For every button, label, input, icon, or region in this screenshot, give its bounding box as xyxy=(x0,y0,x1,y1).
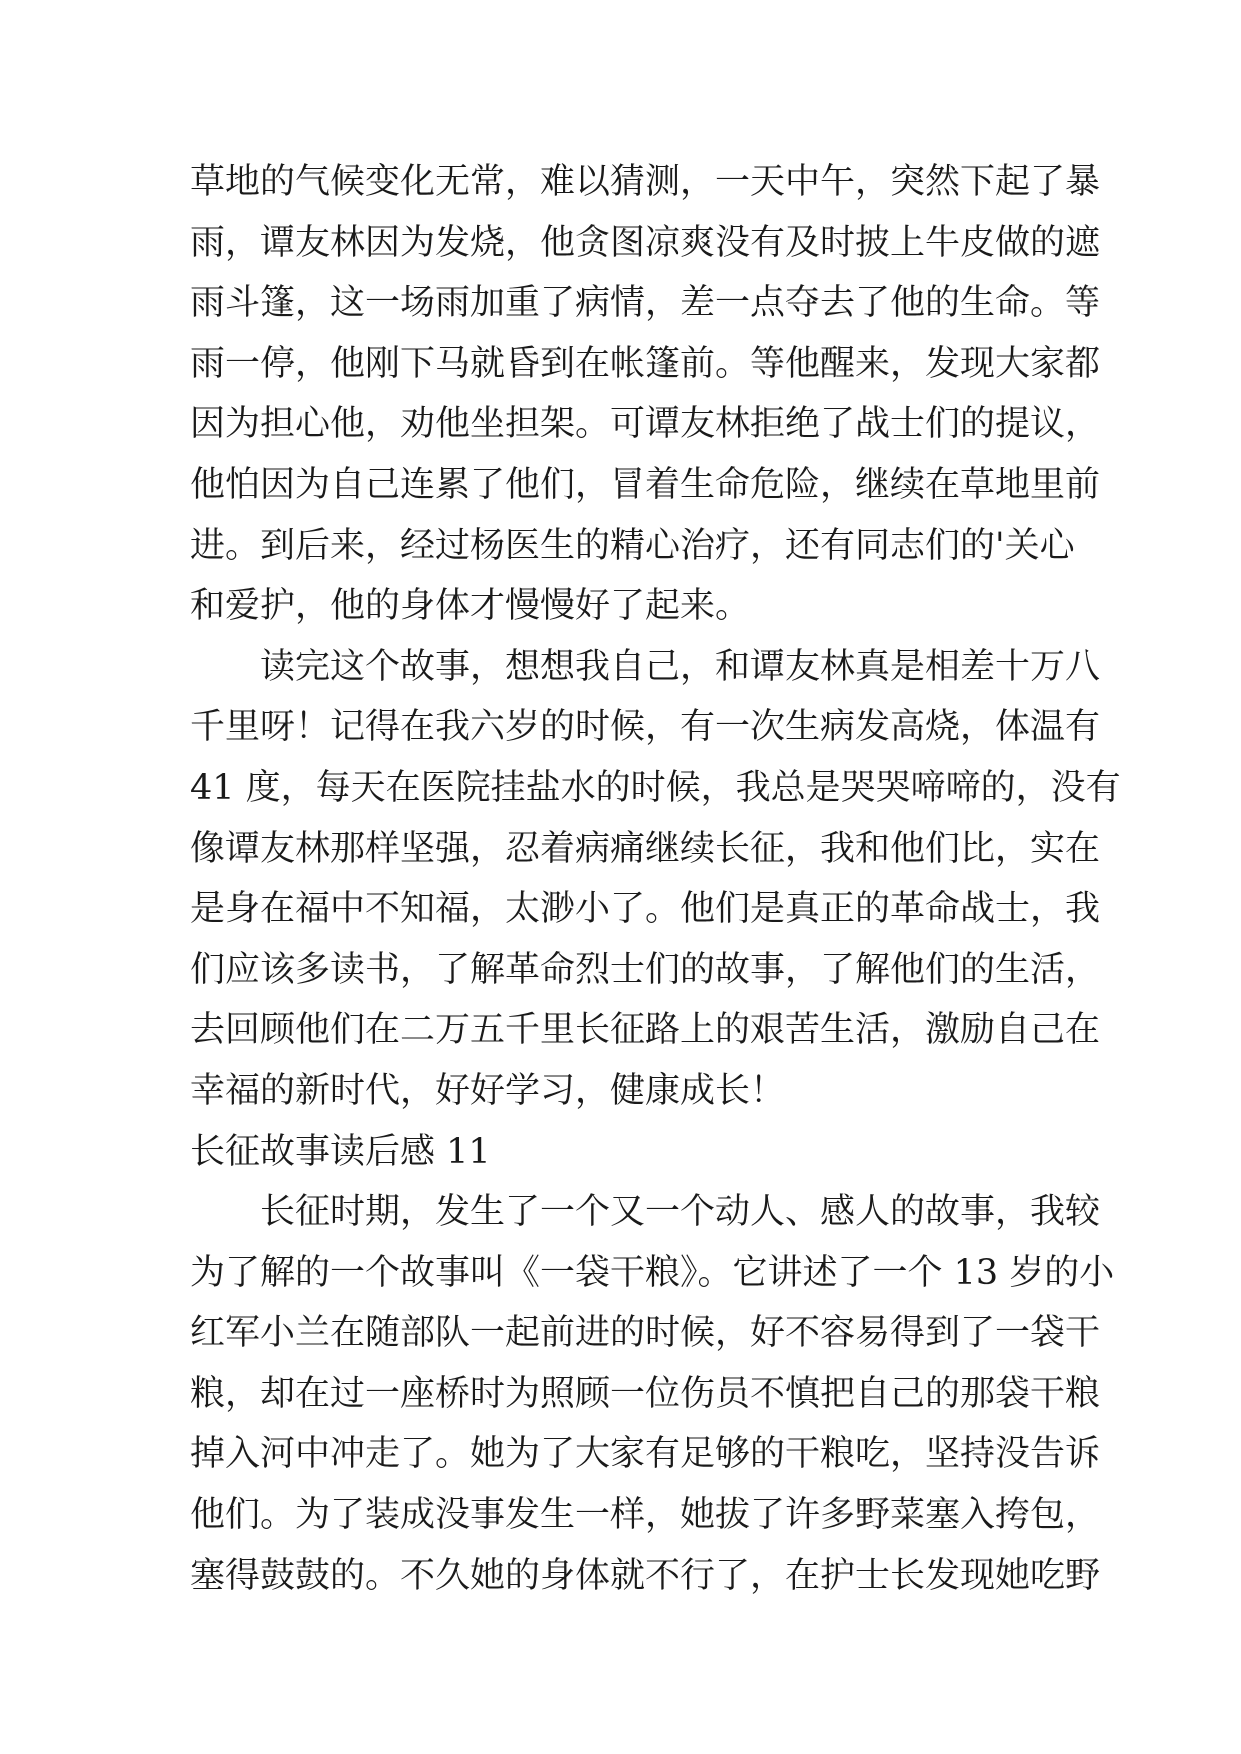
text-line: 和爱护，他的身体才慢慢好了起来。 xyxy=(190,586,751,627)
text-line: 41 度，每天在医院挂盐水的时候，我总是哭哭啼啼的，没有 xyxy=(190,767,1121,808)
text-line: 们应该多读书，了解革命烈士们的故事，了解他们的生活， xyxy=(190,949,1101,990)
text-line: 读完这个故事，想想我自己，和谭友林真是相差十万八 xyxy=(260,646,1101,687)
text-line: 是身在福中不知福，太渺小了。他们是真正的革命战士，我 xyxy=(190,889,1101,930)
text-line: 他怕因为自己连累了他们，冒着生命危险，继续在草地里前 xyxy=(190,464,1101,505)
text-line: 为了解的一个故事叫《一袋干粮》。它讲述了一个 13 岁的小 xyxy=(190,1252,1115,1293)
text-line: 他们。为了装成没事发生一样，她拔了许多野菜塞入挎包， xyxy=(190,1495,1101,1536)
text-line: 去回顾他们在二万五千里长征路上的艰苦生活，激励自己在 xyxy=(190,1010,1101,1051)
text-line: 雨，谭友林因为发烧，他贪图凉爽没有及时披上牛皮做的遮 xyxy=(190,222,1101,263)
paragraph-2 xyxy=(190,637,1121,1122)
text-line: 因为担心他，劝他坐担架。可谭友林拒绝了战士们的提议， xyxy=(190,404,1101,445)
section-heading: 长征故事读后感 11 xyxy=(190,1131,491,1172)
text-line: 粮，却在过一座桥时为照顾一位伤员不慎把自己的那袋干粮 xyxy=(190,1373,1101,1414)
text-line: 长征时期，发生了一个又一个动人、感人的故事，我较 xyxy=(260,1192,1101,1233)
text-line: 塞得鼓鼓的。不久她的身体就不行了，在护士长发现她吃野 xyxy=(190,1555,1101,1596)
text-line: 雨一停，他刚下马就昏到在帐篷前。等他醒来，发现大家都 xyxy=(190,343,1101,384)
text-line: 进。到后来，经过杨医生的精心治疗，还有同志们的'关心 xyxy=(190,525,1075,566)
text-line: 像谭友林那样坚强，忍着病痛继续长征，我和他们比，实在 xyxy=(190,828,1101,869)
text-line: 千里呀！记得在我六岁的时候，有一次生病发高烧，体温有 xyxy=(190,707,1101,748)
text-line: 草地的气候变化无常，难以猜测，一天中午，突然下起了暴 xyxy=(190,162,1101,202)
paragraph-1 xyxy=(190,152,1101,637)
document-body xyxy=(190,152,1121,1606)
text-line: 幸福的新时代，好好学习，健康成长！ xyxy=(190,1070,786,1111)
text-line: 雨斗篷，这一场雨加重了病情，差一点夺去了他的生命。等 xyxy=(190,283,1101,324)
paragraph-3 xyxy=(190,1182,1115,1606)
text-line: 掉入河中冲走了。她为了大家有足够的干粮吃，坚持没告诉 xyxy=(190,1434,1101,1475)
text-line: 红军小兰在随部队一起前进的时候，好不容易得到了一袋干 xyxy=(190,1313,1101,1354)
